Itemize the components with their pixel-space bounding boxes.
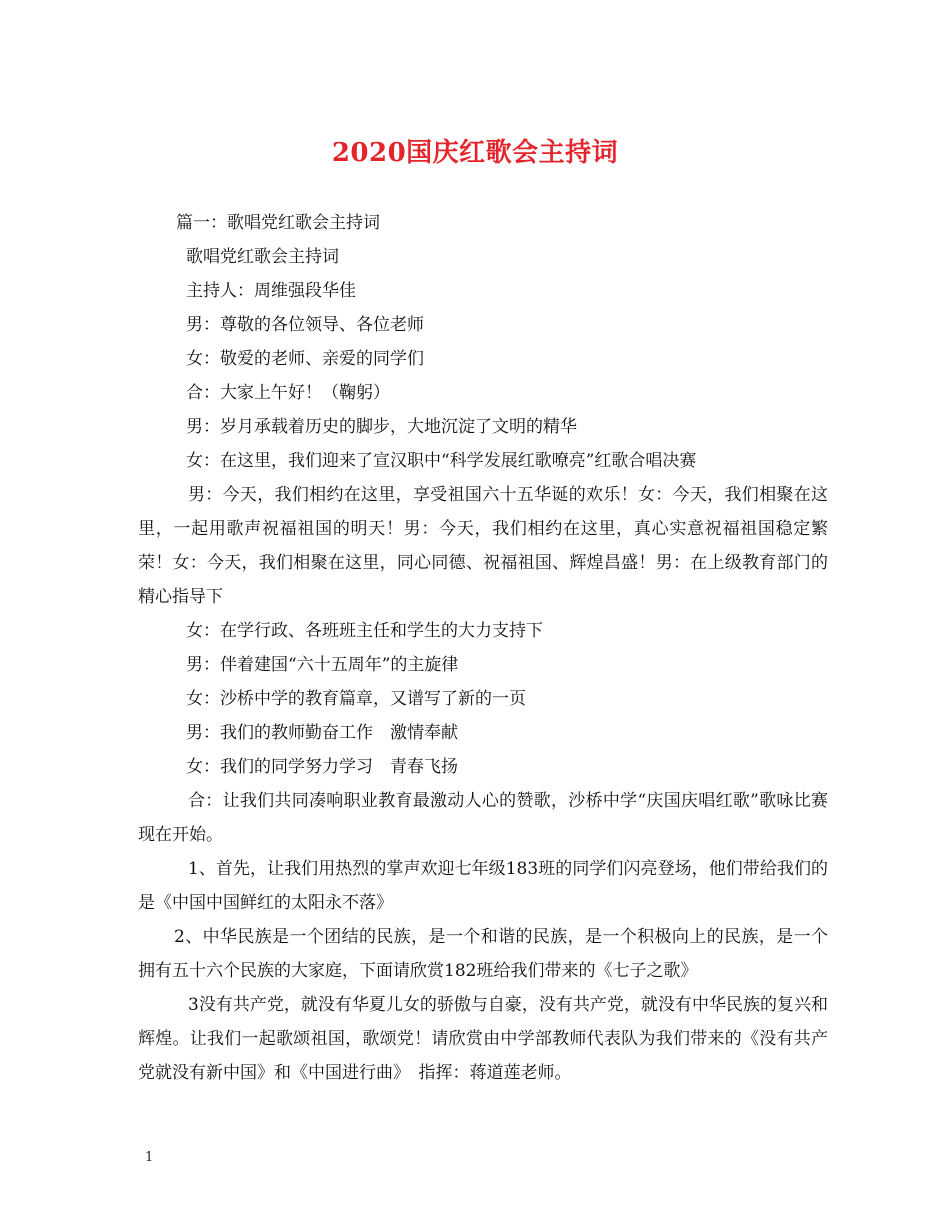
page-number: 1: [145, 1150, 154, 1165]
document-title: 2020国庆红歌会主持词: [331, 138, 619, 168]
script-line: 女：沙桥中学的教育篇章，又谱写了新的一页: [186, 689, 526, 709]
script-line: 男：尊敬的各位领导、各位老师: [186, 315, 424, 335]
program-item-2: 2、中华民族是一个团结的民族，是一个和谐的民族，是一个积极向上的民族，是一个拥有五十六个民族的大家庭，下面请欣赏182班给我们带来的《七子之歌》: [138, 927, 828, 981]
script-line: 女：敬爱的老师、亲爱的同学们: [186, 349, 424, 369]
hosts-line: 主持人：周维强段华佳: [186, 281, 356, 301]
script-line: 男：我们的教师勤奋工作 激情奉献: [186, 723, 458, 743]
document-body: [138, 206, 828, 1090]
program-item-3: 3没有共产党，就没有华夏儿女的骄傲与自豪，没有共产党，就没有中华民族的复兴和辉煌。让我们一起歌颂祖国，歌颂党！请欣赏由中学部教师代表队为我们带来的《没有共产党就没有新中国》和《中国进行曲》 指挥：蒋道莲老师。: [138, 995, 828, 1083]
script-paragraph: 合：让我们共同凑响职业教育最激动人心的赞歌，沙桥中学“庆国庆唱红歌”歌咏比赛现在开始。: [138, 791, 828, 845]
program-item-1: 1、首先，让我们用热烈的掌声欢迎七年级183班的同学们闪亮登场，他们带给我们的是《中国中国鲜红的太阳永不落》: [138, 859, 828, 913]
section-heading: 篇一：歌唱党红歌会主持词: [176, 213, 380, 233]
script-line: 女：我们的同学努力学习 青春飞扬: [186, 757, 458, 777]
script-line: 合：大家上午好！（鞠躬）: [186, 383, 390, 403]
script-line: 女：在这里，我们迎来了宣汉职中“科学发展红歌嘹亮”红歌合唱决赛: [186, 451, 697, 471]
script-line: 男：伴着建国“六十五周年”的主旋律: [186, 655, 459, 675]
script-line: 男：岁月承载着历史的脚步，大地沉淀了文明的精华: [186, 417, 577, 437]
subheading: 歌唱党红歌会主持词: [186, 247, 339, 267]
script-paragraph: 男：今天，我们相约在这里，享受祖国六十五华诞的欢乐！女：今天，我们相聚在这里，一起用歌声祝福祖国的明天！男：今天，我们相约在这里，真心实意祝福祖国稳定繁荣！女：今天，我们相聚在这里，同心同德、祝福祖国、辉煌昌盛！男：在上级教育部门的精心指导下: [138, 485, 828, 607]
script-line: 女：在学行政、各班班主任和学生的大力支持下: [186, 621, 543, 641]
